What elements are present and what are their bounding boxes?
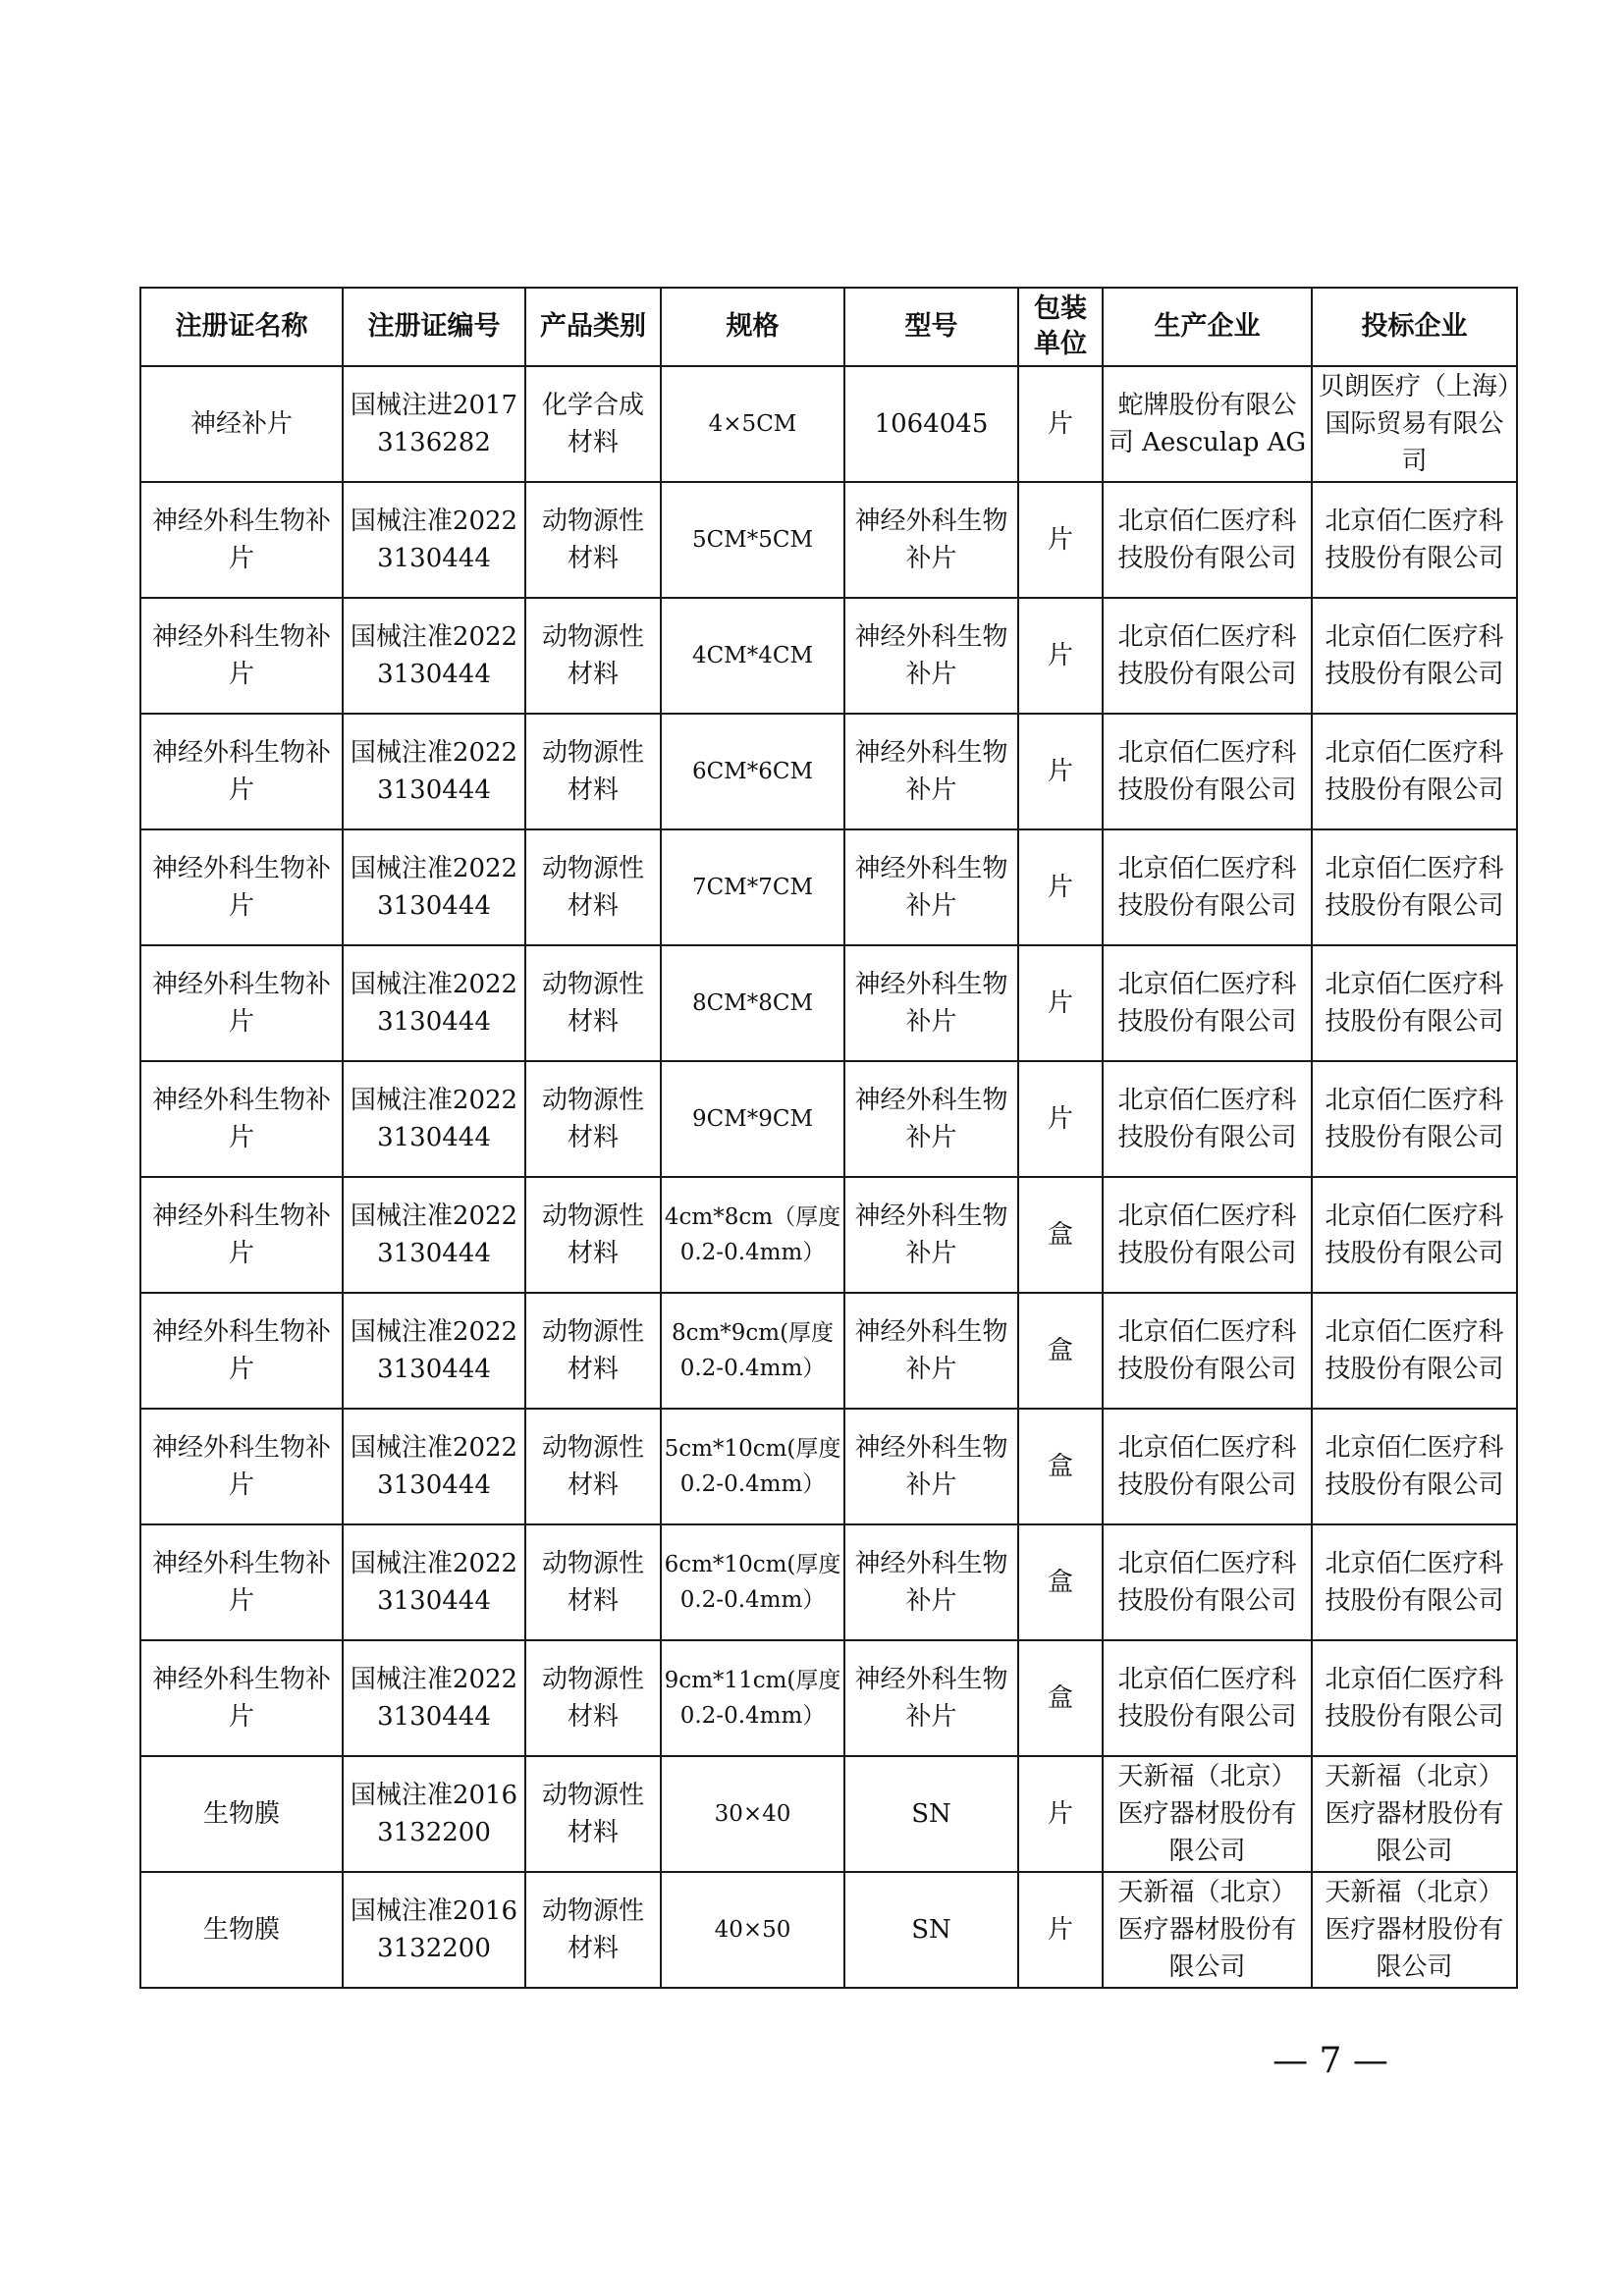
cell-registration-name [140,1872,343,1988]
cell-package-unit [1018,1177,1103,1293]
cell-text: 神经外科生物补片 [151,622,331,689]
cell-package-unit [1018,366,1103,482]
cell-model [844,1524,1018,1640]
cell-text: 动物源性材料 [541,1549,644,1616]
cell-text: 动物源性材料 [541,1781,644,1847]
cell-text: 神经外科生物补片 [854,1549,1008,1616]
cell-text: 北京佰仁医疗科技股份有限公司 [1117,1549,1297,1616]
cell-manufacturer [1103,482,1312,598]
cell-text: 片 [1047,873,1073,902]
cell-text: 神经外科生物补片 [854,1201,1008,1268]
cell-text: 国械注准20223130444 [350,854,518,921]
cell-text: 国械注准20223130444 [350,622,518,689]
table-row [140,1409,1517,1524]
cell-registration-number [343,482,525,598]
cell-specification [661,366,844,482]
cell-text: 北京佰仁医疗科技股份有限公司 [1325,1665,1504,1732]
cell-product-category [525,1640,661,1756]
cell-text: 片 [1047,409,1073,439]
cell-specification [661,1293,844,1409]
cell-manufacturer [1103,1872,1312,1988]
cell-text: 北京佰仁医疗科技股份有限公司 [1117,507,1297,573]
cell-text: 国械注进20173136282 [350,391,518,457]
cell-model [844,1872,1018,1988]
table-row [140,714,1517,829]
cell-product-category [525,482,661,598]
cell-text: 神经外科生物补片 [854,1665,1008,1732]
cell-registration-name [140,1293,343,1409]
cell-text: 北京佰仁医疗科技股份有限公司 [1117,1665,1297,1732]
cell-product-category [525,1177,661,1293]
cell-text: 北京佰仁医疗科技股份有限公司 [1117,1317,1297,1384]
cell-text: 30×40 [714,1801,791,1827]
cell-registration-number [343,1061,525,1177]
cell-bidder [1312,482,1517,598]
cell-bidder [1312,1524,1517,1640]
cell-registration-number [343,1409,525,1524]
cell-text: 生物膜 [202,1799,280,1829]
cell-text: 5cm*10cm(厚度0.2-0.4mm） [664,1436,841,1497]
cell-text: 国械注准20223130444 [350,738,518,805]
cell-specification [661,1409,844,1524]
cell-text: 动物源性材料 [541,970,644,1037]
header-specification: 规格 [661,288,844,366]
cell-registration-name [140,1756,343,1872]
cell-text: 动物源性材料 [541,1201,644,1268]
cell-model [844,714,1018,829]
cell-registration-name [140,1524,343,1640]
cell-specification [661,945,844,1061]
cell-registration-number [343,829,525,945]
cell-text: 神经外科生物补片 [854,1086,1008,1152]
cell-model [844,1640,1018,1756]
cell-text: 国械注准20223130444 [350,1317,518,1384]
cell-text: 盒 [1047,1683,1073,1713]
cell-package-unit [1018,829,1103,945]
header-row [140,288,1517,366]
cell-package-unit [1018,714,1103,829]
cell-text: 5CM*5CM [691,527,814,553]
cell-registration-number [343,1756,525,1872]
cell-text: 6cm*10cm(厚度0.2-0.4mm） [664,1552,841,1613]
cell-text: 动物源性材料 [541,1317,644,1384]
table-row [140,482,1517,598]
cell-manufacturer [1103,1524,1312,1640]
cell-manufacturer [1103,1640,1312,1756]
cell-text: 贝朗医疗（上海）国际贸易有限公司 [1318,372,1510,476]
cell-text: 片 [1047,525,1073,555]
cell-package-unit [1018,1409,1103,1524]
cell-text: 北京佰仁医疗科技股份有限公司 [1325,622,1504,689]
cell-model [844,366,1018,482]
cell-specification [661,829,844,945]
cell-product-category [525,1524,661,1640]
cell-text: 神经外科生物补片 [151,1549,331,1616]
cell-text: 盒 [1047,1568,1073,1597]
cell-registration-number [343,1524,525,1640]
cell-text: 动物源性材料 [541,507,644,573]
cell-text: 片 [1047,988,1073,1018]
cell-text: 神经外科生物补片 [151,1201,331,1268]
cell-text: 生物膜 [202,1915,280,1945]
table-header [140,288,1517,366]
cell-registration-name [140,829,343,945]
cell-text: 北京佰仁医疗科技股份有限公司 [1325,854,1504,921]
cell-text: 国械注准20163132200 [350,1781,518,1847]
header-manufacturer: 生产企业 [1103,288,1312,366]
table-row [140,945,1517,1061]
cell-package-unit [1018,1293,1103,1409]
header-registration-name: 注册证名称 [140,288,343,366]
cell-text: 动物源性材料 [541,854,644,921]
cell-registration-number [343,714,525,829]
cell-model [844,1409,1018,1524]
cell-text: 片 [1047,1104,1073,1134]
cell-text: 4×5CM [708,411,797,437]
cell-text: 北京佰仁医疗科技股份有限公司 [1325,1549,1504,1616]
cell-bidder [1312,1640,1517,1756]
cell-text: 国械注准20223130444 [350,1433,518,1500]
cell-text: 北京佰仁医疗科技股份有限公司 [1117,854,1297,921]
cell-text: 国械注准20223130444 [350,1549,518,1616]
cell-text: 天新福（北京）医疗器材股份有限公司 [1117,1762,1297,1866]
cell-text: 北京佰仁医疗科技股份有限公司 [1325,738,1504,805]
table-row [140,1872,1517,1988]
cell-registration-name [140,1409,343,1524]
cell-text: 片 [1047,1799,1073,1829]
cell-bidder [1312,945,1517,1061]
header-registration-number: 注册证编号 [343,288,525,366]
cell-manufacturer [1103,1756,1312,1872]
cell-text: 盒 [1047,1336,1073,1365]
cell-package-unit [1018,1872,1103,1988]
cell-specification [661,1872,844,1988]
cell-text: 片 [1047,757,1073,786]
cell-bidder [1312,1293,1517,1409]
cell-specification [661,598,844,714]
cell-registration-name [140,1640,343,1756]
cell-text: 天新福（北京）医疗器材股份有限公司 [1325,1878,1504,1982]
cell-model [844,1061,1018,1177]
cell-text: 动物源性材料 [541,1433,644,1500]
cell-manufacturer [1103,829,1312,945]
cell-manufacturer [1103,714,1312,829]
cell-bidder [1312,366,1517,482]
cell-text: 天新福（北京）医疗器材股份有限公司 [1117,1878,1297,1982]
cell-product-category [525,1293,661,1409]
cell-text: 北京佰仁医疗科技股份有限公司 [1117,1433,1297,1500]
table-row [140,829,1517,945]
cell-specification [661,714,844,829]
table-body [140,366,1517,1988]
cell-registration-number [343,598,525,714]
table-row [140,598,1517,714]
cell-text: 7CM*7CM [691,875,814,900]
cell-text: 天新福（北京）医疗器材股份有限公司 [1325,1762,1504,1866]
cell-text: 蛇牌股份有限公司 Aesculap AG [1108,391,1307,457]
cell-text: 神经外科生物补片 [151,1086,331,1152]
cell-text: 神经外科生物补片 [151,1665,331,1732]
cell-specification [661,1640,844,1756]
cell-text: 片 [1047,641,1073,670]
cell-text: 北京佰仁医疗科技股份有限公司 [1117,970,1297,1037]
cell-specification [661,1756,844,1872]
header-bidder: 投标企业 [1312,288,1517,366]
header-model: 型号 [844,288,1018,366]
cell-text: 神经外科生物补片 [151,970,331,1037]
cell-registration-name [140,482,343,598]
cell-bidder [1312,1872,1517,1988]
cell-model [844,598,1018,714]
cell-bidder [1312,598,1517,714]
cell-text: 神经外科生物补片 [854,970,1008,1037]
cell-text: 神经外科生物补片 [151,1433,331,1500]
cell-text: 8CM*8CM [691,990,814,1016]
cell-registration-name [140,714,343,829]
cell-registration-number [343,1640,525,1756]
header-product-category: 产品类别 [525,288,661,366]
cell-text: 北京佰仁医疗科技股份有限公司 [1325,1086,1504,1152]
cell-text: 神经外科生物补片 [854,1317,1008,1384]
cell-manufacturer [1103,366,1312,482]
cell-product-category [525,714,661,829]
cell-manufacturer [1103,1061,1312,1177]
cell-text: 动物源性材料 [541,622,644,689]
cell-bidder [1312,1061,1517,1177]
cell-text: 动物源性材料 [541,1896,644,1963]
cell-package-unit [1018,1756,1103,1872]
cell-specification [661,482,844,598]
page-number: — 7 — [1272,2041,1388,2081]
cell-package-unit [1018,945,1103,1061]
cell-registration-number [343,1177,525,1293]
cell-text: 动物源性材料 [541,1086,644,1152]
cell-bidder [1312,1177,1517,1293]
cell-text: 神经外科生物补片 [854,854,1008,921]
cell-registration-name [140,1061,343,1177]
cell-text: 国械注准20223130444 [350,1201,518,1268]
cell-text: 片 [1047,1915,1073,1945]
cell-registration-name [140,945,343,1061]
cell-text: 化学合成材料 [541,391,644,457]
cell-product-category [525,1409,661,1524]
table-row [140,366,1517,482]
cell-bidder [1312,714,1517,829]
cell-text: 盒 [1047,1220,1073,1250]
cell-package-unit [1018,598,1103,714]
cell-text: 盒 [1047,1452,1073,1481]
cell-product-category [525,829,661,945]
cell-text: 北京佰仁医疗科技股份有限公司 [1325,507,1504,573]
cell-text: 动物源性材料 [541,1665,644,1732]
cell-manufacturer [1103,1409,1312,1524]
cell-text: 北京佰仁医疗科技股份有限公司 [1325,1317,1504,1384]
cell-product-category [525,366,661,482]
cell-bidder [1312,1756,1517,1872]
cell-specification [661,1524,844,1640]
cell-text: 8cm*9cm(厚度0.2-0.4mm） [671,1320,835,1381]
cell-manufacturer [1103,1293,1312,1409]
cell-registration-name [140,1177,343,1293]
cell-manufacturer [1103,1177,1312,1293]
cell-text: 神经外科生物补片 [854,622,1008,689]
cell-product-category [525,598,661,714]
cell-package-unit [1018,482,1103,598]
cell-text: 国械注准20223130444 [350,507,518,573]
cell-text: 4CM*4CM [691,643,814,668]
cell-text: 9CM*9CM [691,1106,814,1132]
cell-text: 北京佰仁医疗科技股份有限公司 [1117,622,1297,689]
cell-text: 国械注准20223130444 [350,1086,518,1152]
table-row [140,1524,1517,1640]
cell-text: SN [911,1799,951,1829]
cell-text: 国械注准20223130444 [350,1665,518,1732]
header-package-unit: 包装单位 [1018,288,1103,366]
cell-product-category [525,1872,661,1988]
cell-text: 4cm*8cm（厚度0.2-0.4mm） [664,1204,841,1265]
cell-model [844,829,1018,945]
cell-text: 北京佰仁医疗科技股份有限公司 [1117,1201,1297,1268]
cell-model [844,482,1018,598]
cell-text: 神经外科生物补片 [854,507,1008,573]
cell-product-category [525,1756,661,1872]
cell-text: 神经外科生物补片 [151,507,331,573]
table-row [140,1640,1517,1756]
cell-text: 1064045 [874,409,989,439]
cell-specification [661,1061,844,1177]
cell-text: 北京佰仁医疗科技股份有限公司 [1117,1086,1297,1152]
cell-text: 神经外科生物补片 [151,738,331,805]
cell-registration-name [140,598,343,714]
cell-manufacturer [1103,598,1312,714]
table-row [140,1756,1517,1872]
cell-text: 神经外科生物补片 [854,738,1008,805]
cell-package-unit [1018,1524,1103,1640]
cell-package-unit [1018,1061,1103,1177]
table-row [140,1061,1517,1177]
cell-manufacturer [1103,945,1312,1061]
cell-text: 神经补片 [189,409,293,439]
cell-text: 国械注准20223130444 [350,970,518,1037]
cell-registration-name [140,366,343,482]
cell-specification [661,1177,844,1293]
cell-text: 神经外科生物补片 [151,854,331,921]
cell-text: 40×50 [714,1917,791,1943]
cell-text: 北京佰仁医疗科技股份有限公司 [1117,738,1297,805]
cell-model [844,1293,1018,1409]
cell-text: 北京佰仁医疗科技股份有限公司 [1325,970,1504,1037]
cell-registration-number [343,945,525,1061]
cell-text: 国械注准20163132200 [350,1896,518,1963]
cell-model [844,1756,1018,1872]
cell-registration-number [343,1293,525,1409]
cell-package-unit [1018,1640,1103,1756]
cell-text: SN [911,1915,951,1945]
cell-text: 动物源性材料 [541,738,644,805]
cell-registration-number [343,366,525,482]
cell-text: 神经外科生物补片 [854,1433,1008,1500]
cell-text: 神经外科生物补片 [151,1317,331,1384]
cell-registration-number [343,1872,525,1988]
cell-text: 北京佰仁医疗科技股份有限公司 [1325,1433,1504,1500]
cell-text: 6CM*6CM [691,759,814,784]
cell-bidder [1312,829,1517,945]
cell-product-category [525,945,661,1061]
cell-model [844,1177,1018,1293]
cell-text: 9cm*11cm(厚度0.2-0.4mm） [664,1668,841,1729]
product-table [139,287,1518,1989]
table-row [140,1293,1517,1409]
cell-product-category [525,1061,661,1177]
cell-model [844,945,1018,1061]
cell-text: 北京佰仁医疗科技股份有限公司 [1325,1201,1504,1268]
cell-bidder [1312,1409,1517,1524]
table-row [140,1177,1517,1293]
